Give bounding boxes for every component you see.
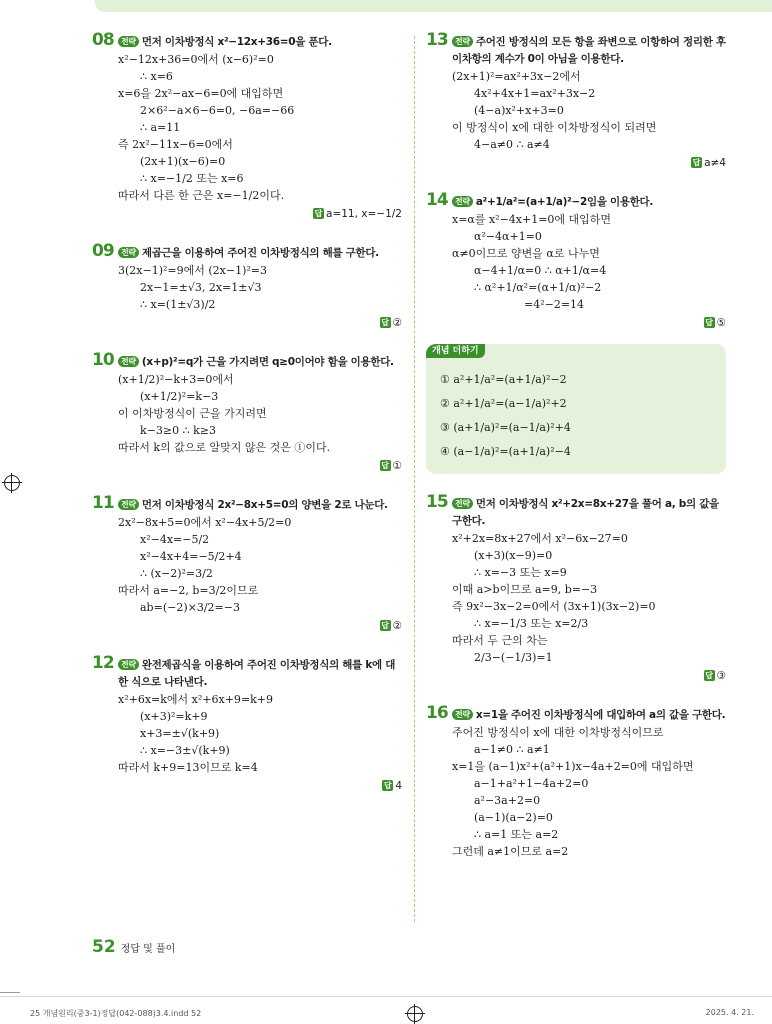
solution-line: x=1을 (a−1)x²+(a²+1)x−4a+2=0에 대입하면 [452,760,694,773]
solution-line: ∴ a=11 [140,121,181,134]
strategy-text: (x+p)²=q가 근을 가지려면 q≥0이어야 함을 이용한다. [141,356,394,368]
answer [118,315,402,332]
strategy-badge: 전략 [118,659,139,670]
solution-line: =4²−2=14 [524,298,585,311]
problem-number: 09 [92,241,114,261]
strategy-text: 먼저 이차방정식 x²−12x+36=0을 푼다. [141,36,332,48]
solution-line: ∴ x=−3 또는 x=9 [474,566,567,579]
solution-line: 따라서 k+9=13이므로 k=4 [118,761,258,774]
strategy-text: 주어진 방정식의 모든 항을 좌변으로 이항하여 정리한 후 이차항의 계수가 0이 아님을 이용한다. [452,36,726,65]
solution-line: ∴ x=6 [140,70,173,83]
solution-line: ∴ (x−2)²=3/2 [140,567,213,580]
footer-date: 2025. 4. 21. [705,1008,754,1017]
answer-text: a=11, x=−1/2 [326,208,402,220]
top-color-bar [95,0,772,12]
solution-line: (x+3)²=k+9 [140,710,208,723]
solution-line: 따라서 다른 한 근은 x=−1/2이다. [118,189,285,202]
problem-number: 16 [426,703,448,723]
solution-line: a−1≠0 ∴ a≠1 [474,743,550,756]
concept-item: ① a²+1/a²=(a+1/a)²−2 [440,373,567,386]
solution-line: ∴ α²+1/α²=(α+1/α)²−2 [474,281,602,294]
right-column [426,30,726,882]
answer-text: ② [392,620,402,632]
solution-line: ∴ a=1 또는 a=2 [474,828,559,841]
answer-text: ③ [716,670,726,682]
solution-line: 2/3−(−1/3)=1 [474,651,553,664]
solution-line: 따라서 두 근의 차는 [452,634,548,647]
solution-line: α≠0이므로 양변을 α로 나누면 [452,247,600,260]
answer [118,206,402,223]
solution-line: x=α를 x²−4x+1=0에 대입하면 [452,213,612,226]
column-divider [414,36,415,922]
answer [452,155,726,172]
concept-item: ② a²+1/a²=(a−1/a)²+2 [440,397,567,410]
solution-line: 주어진 방정식이 x에 대한 이차방정식이므로 [452,726,664,739]
solution-line: 이때 a>b이므로 a=9, b=−3 [452,583,598,596]
problem-number: 08 [92,30,114,50]
answer [452,315,726,332]
solution-line: (4−a)x²+x+3=0 [474,104,564,117]
solution-line: 2x−1=±√3, 2x=1±√3 [140,281,262,294]
solution-line: (2x+1)²=ax²+3x−2에서 [452,70,581,83]
strategy-badge: 전략 [118,499,139,510]
answer-badge: 답 [381,318,389,327]
strategy-text: 완전제곱식을 이용하여 주어진 이차방정식의 해를 k에 대한 식으로 나타낸다. [118,659,396,688]
strategy-text: 제곱근을 이용하여 주어진 이차방정식의 해를 구한다. [141,247,379,259]
problem-number: 11 [92,493,114,513]
solution-line: 3(2x−1)²=9에서 (2x−1)²=3 [118,264,267,277]
solution-line: (a−1)(a−2)=0 [474,811,553,824]
solution-line: ∴ x=−3±√(k+9) [140,744,230,757]
solution-line: 따라서 k의 값으로 알맞지 않은 것은 ①이다. [118,441,331,454]
solution-line: 4−a≠0 ∴ a≠4 [474,138,550,151]
answer [118,618,402,635]
solution-line: 4x²+4x+1=ax²+3x−2 [474,87,596,100]
strategy-text: 먼저 이차방정식 2x²−8x+5=0의 양변을 2로 나눈다. [141,499,388,511]
concept-tag: 개념 더하기 [426,344,485,358]
problem-16 [426,703,726,860]
concept-item: ③ (a+1/a)²=(a−1/a)²+4 [440,421,571,434]
problem-number: 13 [426,30,448,50]
solution-line: 이 이차방정식이 근을 가지려면 [118,407,267,420]
answer-text: a≠4 [704,157,726,169]
answer-badge: 답 [314,209,323,218]
concept-item: ④ (a−1/a)²=(a+1/a)²−4 [440,445,571,458]
problem-number: 12 [92,653,114,673]
solution-line: (2x+1)(x−6)=0 [140,155,226,168]
strategy-badge: 전략 [452,196,473,207]
strategy-badge: 전략 [118,356,139,367]
problem-15 [426,492,726,685]
problem-number: 15 [426,492,448,512]
answer-text: ⑤ [716,317,726,329]
solution-line: x²−4x=−5/2 [140,533,210,546]
solution-line: α−4+1/α=0 ∴ α+1/α=4 [474,264,607,277]
strategy-badge: 전략 [118,247,139,258]
solution-line: (x+1/2)²−k+3=0에서 [118,373,234,386]
left-column [92,30,402,817]
problem-number: 14 [426,190,448,210]
solution-line: (x+1/2)²=k−3 [140,390,219,403]
problem-14 [426,190,726,332]
strategy-text: a²+1/a²=(a+1/a)²−2임을 이용한다. [475,196,654,208]
solution-line: x+3=±√(k+9) [140,727,220,740]
registration-mark-icon [4,475,20,491]
solution-line: ab=(−2)×3/2=−3 [140,601,240,614]
answer-text: 4 [395,780,402,792]
solution-line: 2×6²−a×6−6=0, −6a=−66 [140,104,295,117]
solution-line: ∴ x=(1±√3)/2 [140,298,216,311]
problem-12 [92,653,402,795]
answer [118,778,402,795]
answer-badge: 답 [383,781,392,790]
answer [452,668,726,685]
crop-mark [0,992,20,993]
answer-badge: 답 [705,671,713,680]
concept-box [426,344,726,474]
problem-09 [92,241,402,332]
answer-text: ① [392,460,402,472]
problem-number: 10 [92,350,114,370]
answer-badge: 답 [692,158,701,167]
solution-line: x=6을 2x²−ax−6=0에 대입하면 [118,87,284,100]
answer [118,458,402,475]
problem-08 [92,30,402,223]
footer-filename: 25 개념원리(중3-1)정답(042-088)3.4.indd 52 [30,1009,202,1018]
page-number: 52 [92,937,116,957]
answer-text: ② [392,317,402,329]
strategy-badge: 전략 [452,498,473,509]
page-footer [92,937,175,957]
strategy-text: x=1을 주어진 이차방정식에 대입하여 a의 값을 구한다. [475,709,726,721]
solution-line: k−3≥0 ∴ k≥3 [140,424,216,437]
solution-line: (x+3)(x−9)=0 [474,549,553,562]
solution-line: α²−4α+1=0 [474,230,542,243]
page-label: 정답 및 풀이 [120,944,176,955]
answer-badge: 답 [381,621,389,630]
registration-mark-icon [407,1006,423,1022]
strategy-badge: 전략 [452,709,473,720]
solution-line: x²−4x+4=−5/2+4 [140,550,242,563]
strategy-badge: 전략 [452,36,473,47]
solution-line: 즉 9x²−3x−2=0에서 (3x+1)(3x−2)=0 [452,600,656,613]
solution-line: 따라서 a=−2, b=3/2이므로 [118,584,259,597]
problem-13 [426,30,726,172]
solution-line: a−1+a²+1−4a+2=0 [474,777,589,790]
solution-line: x²−12x+36=0에서 (x−6)²=0 [118,53,274,66]
strategy-badge: 전략 [118,36,139,47]
solution-line: 이 방정식이 x에 대한 이차방정식이 되려면 [452,121,657,134]
solution-line: 그런데 a≠1이므로 a=2 [452,845,569,858]
solution-line: x²+6x=k에서 x²+6x+9=k+9 [118,693,274,706]
problem-10 [92,350,402,475]
solution-line: 즉 2x²−11x−6=0에서 [118,138,233,151]
footer-rule [0,996,772,997]
solution-line: a²−3a+2=0 [474,794,541,807]
solution-line: 2x²−8x+5=0에서 x²−4x+5/2=0 [118,516,292,529]
solution-line: x²+2x=8x+27에서 x²−6x−27=0 [452,532,628,545]
solution-line: ∴ x=−1/3 또는 x=2/3 [474,617,589,630]
answer-badge: 답 [705,318,713,327]
solution-line: ∴ x=−1/2 또는 x=6 [140,172,244,185]
answer-badge: 답 [381,461,389,470]
problem-11 [92,493,402,635]
strategy-text: 먼저 이차방정식 x²+2x=8x+27을 풀어 a, b의 값을 구한다. [452,498,719,527]
